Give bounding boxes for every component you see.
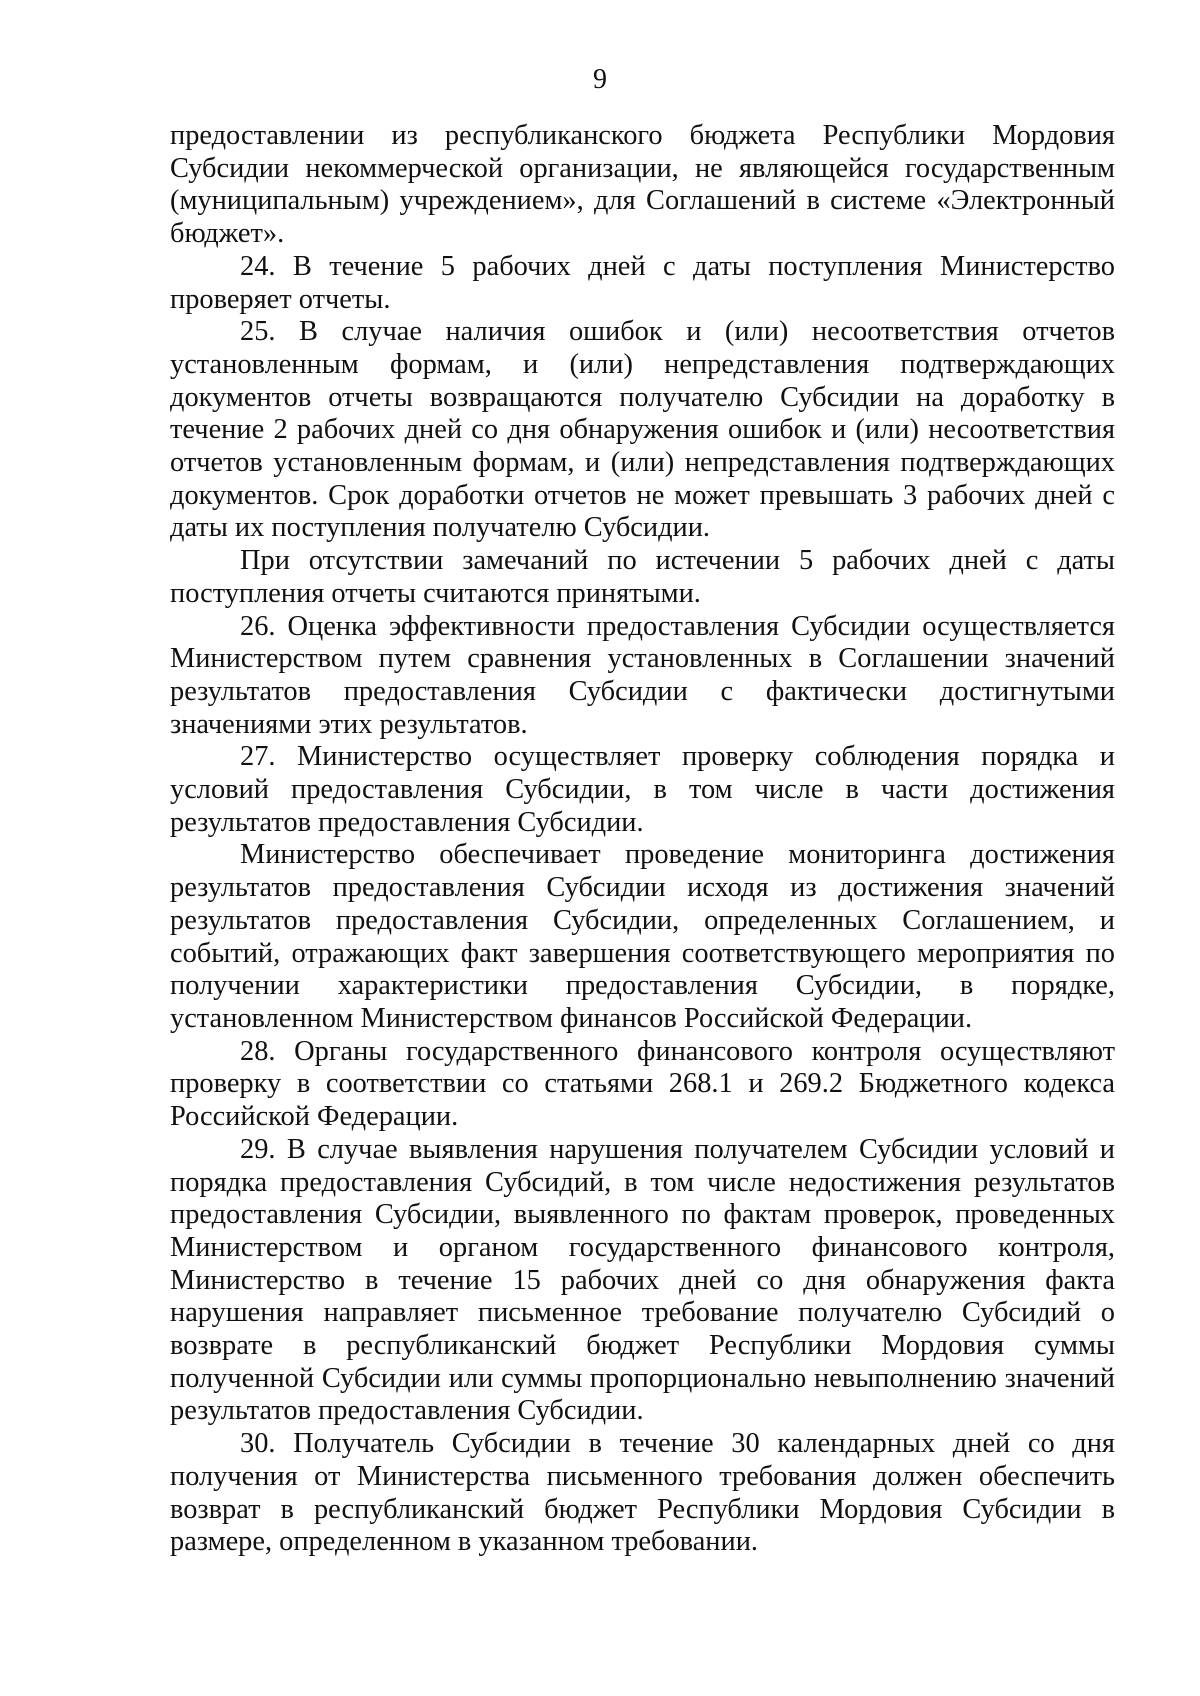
paragraph-continuation: предоставлении из республиканского бюджета Республики Мордовия Субсидии некоммерческой организации, не являющейся государственным (муниципальным) учреждением», для Соглашений в системе «Электронный бюджет». [170,120,1115,250]
page-number: 9 [593,64,607,95]
paragraph-30: 30. Получатель Субсидии в течение 30 календарных дней со дня получения от Министерства письменного требования должен обеспечить возврат в республиканский бюджет Республики Мордовия Субсидии в размере, определенном в указанном требовании. [170,1428,1115,1558]
paragraph-25-acceptance: При отсутствии замечаний по истечении 5 рабочих дней с даты поступления отчеты считаются принятыми. [170,545,1115,609]
paragraph-28: 28. Органы государственного финансового контроля осуществляют проверку в соответствии со статьями 268.1 и 269.2 Бюджетного кодекса Российской Федерации. [170,1035,1115,1133]
paragraph-27: 27. Министерство осуществляет проверку соблюдения порядка и условий предоставления Субсидии, в том числе в части достижения результатов предоставления Субсидии. [170,741,1115,838]
paragraph-27-monitoring: Министерство обеспечивает проведение мониторинга достижения результатов предоставления Субсидии исходя из достижения значений результатов предоставления Субсидии, определенных Соглашением, и событий, отражающих факт завершения соответствующего мероприятия по получении характеристики предоставления Субсидии, в порядке, установленном Министерством финансов Российской Федерации. [170,839,1115,1034]
paragraph-25: 25. В случае наличия ошибок и (или) несоответствия отчетов установленным формам, и (или) непредставления подтверждающих документов отчеты возвращаются получателю Субсидии на доработку в течение 2 рабочих дней со дня обнаружения ошибок и (или) несоответствия отчетов установленным формам, и (или) непредставления подтверждающих документов. Срок доработки отчетов не может превышать 3 рабочих дней с даты их поступления получателю Субсидии. [170,316,1115,544]
paragraph-29: 29. В случае выявления нарушения получателем Субсидии условий и порядка предоставления Субсидий, в том числе недостижения результатов предоставления Субсидии, выявленного по фактам проверок, проведенных Министерством и органом государственного финансового контроля, Министерство в течение 15 рабочих дней со дня обнаружения факта нарушения направляет письменное требование получателю Субсидий о возврате в республиканский бюджет Республики Мордовия суммы полученной Субсидии или суммы пропорционально невыполнению значений результатов предоставления Субсидии. [170,1133,1115,1427]
document-body [170,120,1115,1559]
paragraph-24: 24. В течение 5 рабочих дней с даты поступления Министерство проверяет отчеты. [170,250,1115,315]
paragraph-26: 26. Оценка эффективности предоставления Субсидии осуществляется Министерством путем сравнения установленных в Соглашении значений результатов предоставления Субсидии с фактически достигнутыми значениями этих результатов. [170,610,1115,740]
